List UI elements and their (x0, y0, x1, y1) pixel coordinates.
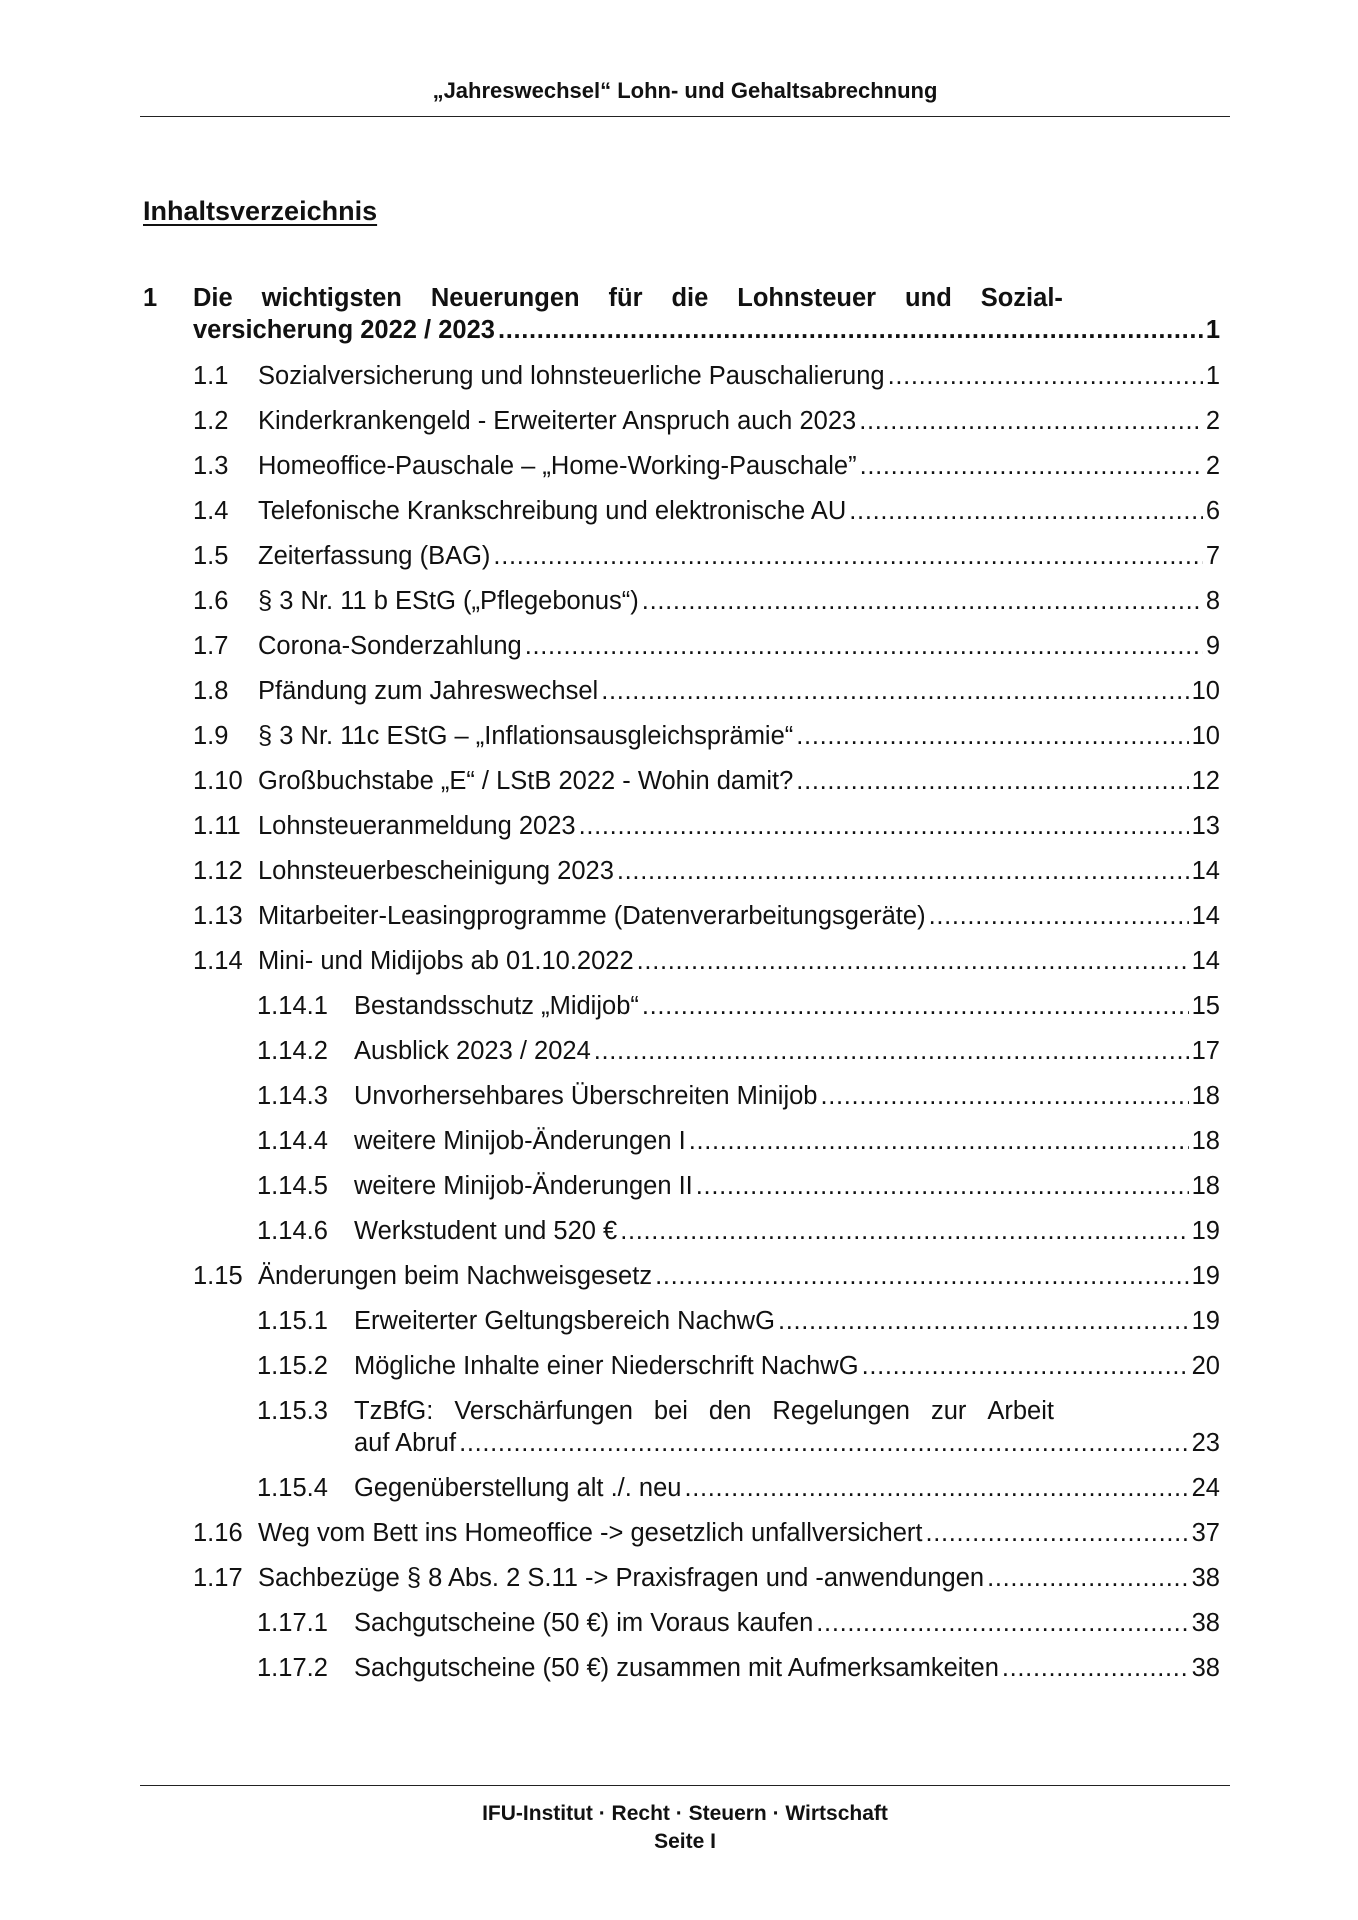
toc-entry[interactable] (257, 1170, 1220, 1215)
toc-entry[interactable] (193, 1517, 1220, 1562)
running-footer (140, 1800, 1230, 1856)
toc-entry-number: 1.8 (193, 677, 229, 705)
toc-word: die (671, 284, 709, 312)
toc-entry-number: 1.14.5 (257, 1172, 328, 1200)
toc-entry-number: 1.17.2 (257, 1654, 328, 1682)
toc-leader-dots (642, 990, 1189, 1022)
toc-entry-title: Telefonische Krankschreibung und elektronische AU (258, 497, 847, 525)
toc-chapter-title-line1 (193, 282, 1063, 314)
toc-leader-dots (689, 1125, 1189, 1157)
toc-leader-dots (617, 855, 1189, 887)
footer-institute: IFU-Institut · Recht · Steuern · Wirtschaft (482, 1802, 888, 1825)
toc-entry-title: Sachbezüge § 8 Abs. 2 S.11 -> Praxisfragen und -anwendungen (258, 1564, 985, 1592)
toc-word: Sozial- (980, 284, 1063, 312)
toc-word: Verschärfungen (454, 1397, 633, 1425)
toc-leader-dots (642, 585, 1203, 617)
toc-page-number: 24 (1191, 1474, 1220, 1502)
toc-entry-title: Zeiterfassung (BAG) (258, 542, 491, 570)
toc-entry[interactable] (193, 540, 1220, 585)
toc-entry-title: Mitarbeiter-Leasingprogramme (Datenverarbeitungsgeräte) (258, 902, 926, 930)
toc-entry-title: Kinderkrankengeld - Erweiterter Anspruch auch 2023 (258, 407, 857, 435)
toc-entry[interactable] (257, 1652, 1220, 1697)
toc-page-number: 2 (1205, 407, 1220, 435)
toc-entry-number: 1.14.6 (257, 1217, 328, 1245)
toc-entry[interactable] (193, 405, 1220, 450)
toc-leader-dots (459, 1427, 1189, 1459)
toc-leader-dots (637, 945, 1189, 977)
toc-entry[interactable] (257, 1607, 1220, 1652)
toc-page-number: 17 (1191, 1037, 1220, 1065)
toc-entry-number: 1.14.1 (257, 992, 328, 1020)
toc-page-number: 1 (1205, 316, 1220, 344)
toc-entry-number: 1.14.4 (257, 1127, 328, 1155)
toc-entry[interactable] (193, 765, 1220, 810)
toc-entry[interactable] (257, 1035, 1220, 1080)
toc-leader-dots (820, 1080, 1188, 1112)
footer-rule (140, 1785, 1230, 1786)
toc-entry[interactable] (193, 900, 1220, 945)
toc-leader-dots (796, 765, 1188, 797)
toc-entry-number: 1.15.4 (257, 1474, 328, 1502)
toc-entry[interactable] (257, 1305, 1220, 1350)
toc-page-number: 20 (1191, 1352, 1220, 1380)
toc-leader-dots (696, 1170, 1189, 1202)
toc-entry-title: Großbuchstabe „E“ / LStB 2022 - Wohin damit? (258, 767, 794, 795)
toc-leader-dots (859, 405, 1203, 437)
toc-word: Lohnsteuer (737, 284, 877, 312)
toc-page-number: 9 (1205, 632, 1220, 660)
toc-word: Neuerungen (430, 284, 580, 312)
toc-leader-dots (796, 720, 1188, 752)
toc-entry[interactable] (257, 1080, 1220, 1125)
toc-chapter[interactable] (143, 282, 1220, 346)
toc-word: zur (930, 1397, 967, 1425)
running-header: „Jahreswechsel“ Lohn- und Gehaltsabrechnung (432, 78, 938, 103)
toc-page-number: 19 (1191, 1307, 1220, 1335)
toc-entry-number: 1.15.2 (257, 1352, 328, 1380)
toc-entry[interactable] (193, 675, 1220, 720)
toc-word: Arbeit (987, 1397, 1054, 1425)
toc-entry-number: 1.14 (193, 947, 243, 975)
toc-word: bei (653, 1397, 688, 1425)
toc-leader-dots (579, 810, 1189, 842)
toc-entry[interactable] (193, 720, 1220, 765)
toc-leader-dots (778, 1305, 1189, 1337)
toc-word: für (608, 284, 643, 312)
toc-entry[interactable] (257, 990, 1220, 1035)
toc-word: TzBfG: (354, 1397, 434, 1425)
toc-entry-title: Sozialversicherung und lohnsteuerliche Pauschalierung (258, 362, 885, 390)
toc-page-number: 18 (1191, 1172, 1220, 1200)
toc-word: Die (193, 284, 233, 312)
toc-entry-title: Mini- und Midijobs ab 01.10.2022 (258, 947, 634, 975)
toc-entry-title: Unvorhersehbares Überschreiten Minijob (354, 1082, 818, 1110)
toc-page-number: 18 (1191, 1127, 1220, 1155)
toc-entry[interactable] (257, 1125, 1220, 1170)
toc-entry-number: 1.7 (193, 632, 229, 660)
toc-entry-title: § 3 Nr. 11c EStG – „Inflationsausgleichsprämie“ (258, 722, 794, 750)
toc-entry-title: Gegenüberstellung alt ./. neu (354, 1474, 682, 1502)
toc-entry[interactable] (257, 1395, 1220, 1472)
toc-page-number: 38 (1191, 1564, 1220, 1592)
toc-entry-number: 1.2 (193, 407, 229, 435)
toc-entry-title: Änderungen beim Nachweisgesetz (258, 1262, 653, 1290)
toc-leader-dots (655, 1260, 1189, 1292)
toc-page-number: 38 (1191, 1609, 1220, 1637)
toc-leader-dots (594, 1035, 1189, 1067)
toc-leader-dots (929, 900, 1189, 932)
toc-page-number: 19 (1191, 1262, 1220, 1290)
toc-entry-number: 1.15.1 (257, 1307, 328, 1335)
toc-entry-title: Werkstudent und 520 € (354, 1217, 618, 1245)
toc-word: Regelungen (772, 1397, 910, 1425)
toc-entry-title: weitere Minijob-Änderungen II (354, 1172, 693, 1200)
toc-entry-title: weitere Minijob-Änderungen I (354, 1127, 686, 1155)
toc-leader-dots (525, 630, 1203, 662)
toc-entry-title: Lohnsteueranmeldung 2023 (258, 812, 576, 840)
toc-leader-dots (888, 360, 1203, 392)
toc-leader-dots (925, 1517, 1188, 1549)
toc-entry[interactable] (257, 1215, 1220, 1260)
toc-word: und (905, 284, 952, 312)
toc-entry-title-line1 (354, 1395, 1054, 1427)
toc-entry-number: 1.16 (193, 1519, 243, 1547)
toc-entry-title: § 3 Nr. 11 b EStG („Pflegebonus“) (258, 587, 639, 615)
toc-page-number: 12 (1191, 767, 1220, 795)
toc-entry[interactable] (193, 945, 1220, 990)
toc-entries (143, 360, 1220, 1697)
toc-page-number: 8 (1205, 587, 1220, 615)
toc-leader-dots (816, 1607, 1188, 1639)
toc-entry[interactable] (193, 855, 1220, 900)
toc-entry-title: Homeoffice-Pauschale – „Home-Working-Pauschale” (258, 452, 857, 480)
toc-leader-dots (498, 314, 1203, 346)
toc-page-number: 23 (1191, 1429, 1220, 1457)
toc-page-number: 13 (1191, 812, 1220, 840)
toc-heading: Inhaltsverzeichnis (143, 196, 378, 226)
toc-page-number: 18 (1191, 1082, 1220, 1110)
toc-entry-number: 1.13 (193, 902, 243, 930)
toc-leader-dots (1002, 1652, 1189, 1684)
toc-word: den (708, 1397, 752, 1425)
toc-entry-title: Lohnsteuerbescheinigung 2023 (258, 857, 614, 885)
toc-leader-dots (493, 540, 1202, 572)
toc-entry-title: Corona-Sonderzahlung (258, 632, 522, 660)
toc-leader-dots (862, 1350, 1189, 1382)
toc-entry[interactable] (257, 1472, 1220, 1517)
toc-entry-number: 1.10 (193, 767, 243, 795)
toc-leader-dots (860, 450, 1203, 482)
toc-page-number: 19 (1191, 1217, 1220, 1245)
toc-entry-number: 1.1 (193, 362, 229, 390)
toc-entry[interactable] (257, 1350, 1220, 1395)
toc-page-number: 14 (1191, 902, 1220, 930)
toc-entry-title: Sachgutscheine (50 €) zusammen mit Aufmerksamkeiten (354, 1654, 999, 1682)
toc-entry-title: Pfändung zum Jahreswechsel (258, 677, 599, 705)
toc-entry-number: 1.9 (193, 722, 229, 750)
toc-page-number: 15 (1191, 992, 1220, 1020)
toc-entry-number: 1.17 (193, 1564, 243, 1592)
toc-entry[interactable] (193, 810, 1220, 855)
toc-entry-number: 1.12 (193, 857, 243, 885)
toc-entry[interactable] (193, 360, 1220, 405)
toc-chapter-number: 1 (143, 284, 158, 312)
toc-entry-number: 1.15 (193, 1262, 243, 1290)
toc-entry-number: 1.11 (193, 812, 241, 840)
toc-page-number: 14 (1191, 857, 1220, 885)
toc-entry-number: 1.3 (193, 452, 229, 480)
toc-page-number: 7 (1205, 542, 1220, 570)
toc-entry-number: 1.4 (193, 497, 229, 525)
toc-entry-number: 1.6 (193, 587, 229, 615)
toc-leader-dots (601, 675, 1188, 707)
toc-page-number: 2 (1205, 452, 1220, 480)
toc-entry[interactable] (193, 585, 1220, 630)
toc-page-number: 10 (1191, 722, 1220, 750)
toc-entry-title: auf Abruf (354, 1429, 457, 1457)
toc-entry-title: Weg vom Bett ins Homeoffice -> gesetzlich unfallversichert (258, 1519, 923, 1547)
toc-entry[interactable] (193, 1562, 1220, 1607)
toc-entry-number: 1.14.3 (257, 1082, 328, 1110)
toc-entry-title: Mögliche Inhalte einer Niederschrift NachwG (354, 1352, 859, 1380)
toc-page-number: 10 (1191, 677, 1220, 705)
toc-leader-dots (684, 1472, 1188, 1504)
header-rule (140, 116, 1230, 117)
toc-chapter-title-line2: versicherung 2022 / 2023 (193, 316, 495, 344)
toc-entry-number: 1.14.2 (257, 1037, 328, 1065)
toc-page-number: 38 (1191, 1654, 1220, 1682)
toc-entry-title: Sachgutscheine (50 €) im Voraus kaufen (354, 1609, 814, 1637)
toc-page-number: 37 (1191, 1519, 1220, 1547)
toc-entry[interactable] (193, 630, 1220, 675)
toc-entry-number: 1.5 (193, 542, 229, 570)
toc-page-number: 1 (1205, 362, 1220, 390)
toc-entry[interactable] (193, 450, 1220, 495)
toc-entry-title: Bestandsschutz „Midijob“ (354, 992, 639, 1020)
toc-page-number: 14 (1191, 947, 1220, 975)
toc-entry-number: 1.15.3 (257, 1397, 328, 1425)
toc-entry[interactable] (193, 495, 1220, 540)
toc-entry[interactable] (193, 1260, 1220, 1305)
footer-page-label: Seite I (654, 1830, 716, 1853)
table-of-contents (143, 282, 1220, 1697)
toc-entry-number: 1.17.1 (257, 1609, 328, 1637)
toc-leader-dots (620, 1215, 1188, 1247)
toc-entry-title: Erweiterter Geltungsbereich NachwG (354, 1307, 775, 1335)
toc-leader-dots (987, 1562, 1189, 1594)
toc-leader-dots (849, 495, 1203, 527)
toc-word: wichtigsten (261, 284, 402, 312)
toc-page-number: 6 (1205, 497, 1220, 525)
toc-entry-title: Ausblick 2023 / 2024 (354, 1037, 591, 1065)
